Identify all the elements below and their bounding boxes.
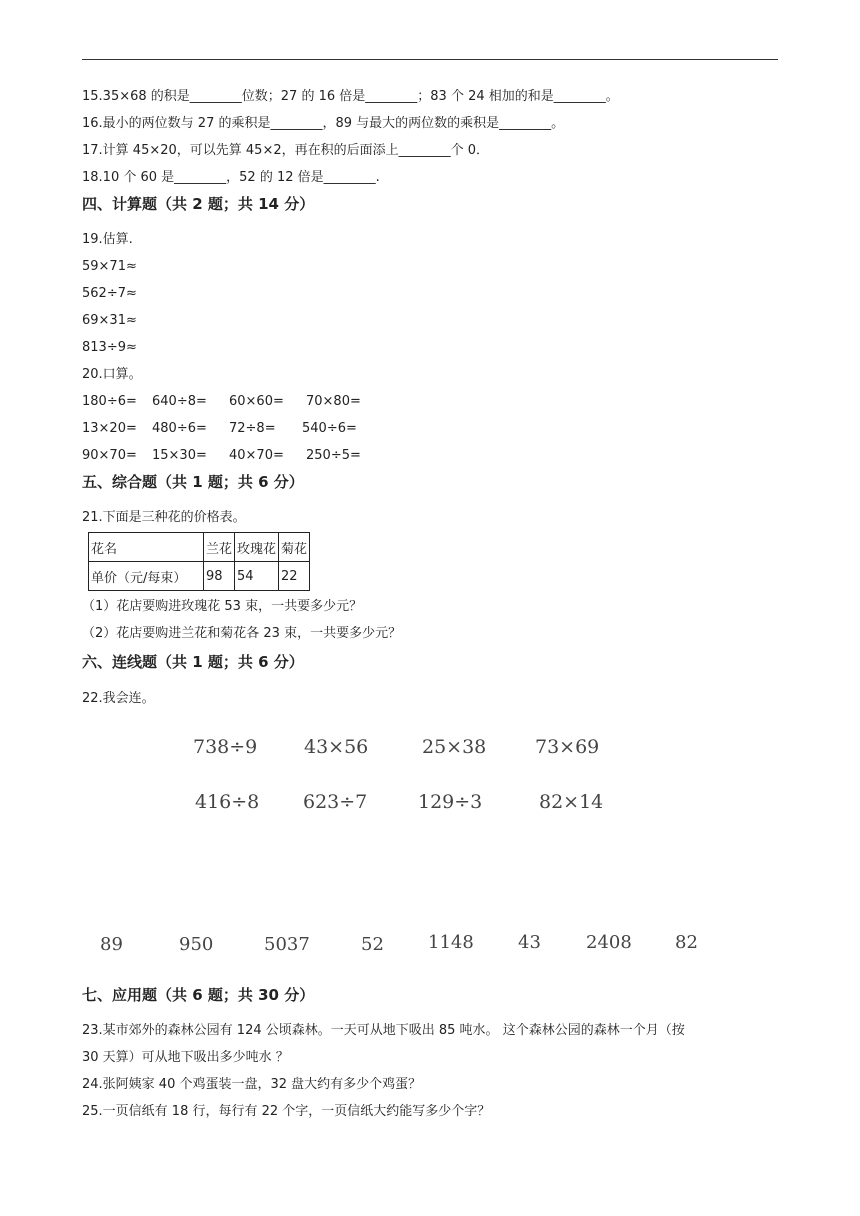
- match-answer: 1148: [428, 932, 474, 953]
- question-19: 19.估算.: [82, 232, 133, 247]
- table-cell: 98: [204, 562, 235, 591]
- match-expression: 623÷7: [303, 791, 368, 813]
- table-cell: 玫瑰花: [235, 533, 279, 562]
- question-20: 20.口算。: [82, 367, 142, 382]
- question-17: 17.计算 45×20，可以先算 45×2，再在积的后面添上________个 0．: [82, 143, 490, 158]
- match-answer: 89: [100, 934, 123, 955]
- estimate-item: 69×31≈: [82, 313, 137, 328]
- question-16: 16.最小的两位数与 27 的乘积是________，89 与最大的两位数的乘积是________。: [82, 116, 565, 131]
- oral-item: 15×30=: [152, 448, 207, 463]
- oral-item: 180÷6=: [82, 394, 137, 409]
- match-expression: 129÷3: [418, 791, 483, 813]
- question-23-line-2: 30 天算）可从地下吸出多少吨水 ？: [82, 1050, 289, 1065]
- table-cell: 54: [235, 562, 279, 591]
- table-cell: 菊花: [279, 533, 310, 562]
- match-answer: 43: [518, 932, 541, 953]
- section-6-title: 六、连线题（共 1 题；共 6 分）: [82, 653, 304, 671]
- question-22: 22.我会连。: [82, 691, 155, 706]
- header-rule: [82, 59, 778, 60]
- oral-item: 70×80=: [306, 394, 361, 409]
- estimate-item: 813÷9≈: [82, 340, 137, 355]
- oral-item: 72÷8=: [229, 421, 276, 436]
- section-4-title: 四、计算题（共 2 题；共 14 分）: [82, 195, 315, 213]
- table-cell: 兰花: [204, 533, 235, 562]
- oral-item: 480÷6=: [152, 421, 207, 436]
- match-expression: 82×14: [539, 791, 604, 813]
- estimate-item: 59×71≈: [82, 259, 137, 274]
- question-23-line-1: 23.某市郊外的森林公园有 124 公顷森林。一天可从地下吸出 85 吨水。 这个森林公园的森林一个月（按: [82, 1023, 685, 1038]
- question-21-part-2: （2）花店要购进兰花和菊花各 23 束，一共要多少元？: [82, 626, 402, 641]
- match-answer: 2408: [586, 932, 632, 953]
- match-expression: 73×69: [535, 736, 600, 758]
- question-18: 18.10 个 60 是________，52 的 12 倍是________.: [82, 170, 380, 185]
- table-cell: 单价（元/每束）: [89, 562, 204, 591]
- oral-item: 640÷8=: [152, 394, 207, 409]
- question-21-part-1: （1）花店要购进玫瑰花 53 束，一共要多少元？: [82, 599, 363, 614]
- question-21: 21.下面是三种花的价格表。: [82, 510, 246, 525]
- oral-item: 540÷6=: [302, 421, 357, 436]
- estimate-item: 562÷7≈: [82, 286, 137, 301]
- match-expression: 738÷9: [193, 736, 258, 758]
- table-row: [89, 533, 310, 562]
- match-answer: 5037: [264, 934, 310, 955]
- match-expression: 25×38: [422, 736, 487, 758]
- table-cell: 花名: [89, 533, 204, 562]
- match-expression: 43×56: [304, 736, 369, 758]
- question-24: 24.张阿姨家 40 个鸡蛋装一盘，32 盘大约有多少个鸡蛋？: [82, 1077, 422, 1092]
- oral-item: 40×70=: [229, 448, 284, 463]
- flower-price-table: [88, 532, 310, 591]
- question-25: 25.一页信纸有 18 行，每行有 22 个字，一页信纸大约能写多少个字？: [82, 1104, 491, 1119]
- oral-item: 250÷5=: [306, 448, 361, 463]
- oral-item: 90×70=: [82, 448, 137, 463]
- match-answer: 950: [179, 934, 214, 955]
- match-answer: 82: [675, 932, 698, 953]
- oral-item: 13×20=: [82, 421, 137, 436]
- match-expression: 416÷8: [195, 791, 260, 813]
- section-7-title: 七、应用题（共 6 题；共 30 分）: [82, 986, 315, 1004]
- question-15: 15.35×68 的积是________位数；27 的 16 倍是________；83 个 24 相加的和是________。: [82, 89, 619, 104]
- table-cell: 22: [279, 562, 310, 591]
- section-5-title: 五、综合题（共 1 题；共 6 分）: [82, 473, 304, 491]
- oral-item: 60×60=: [229, 394, 284, 409]
- table-row: [89, 562, 310, 591]
- match-answer: 52: [361, 934, 384, 955]
